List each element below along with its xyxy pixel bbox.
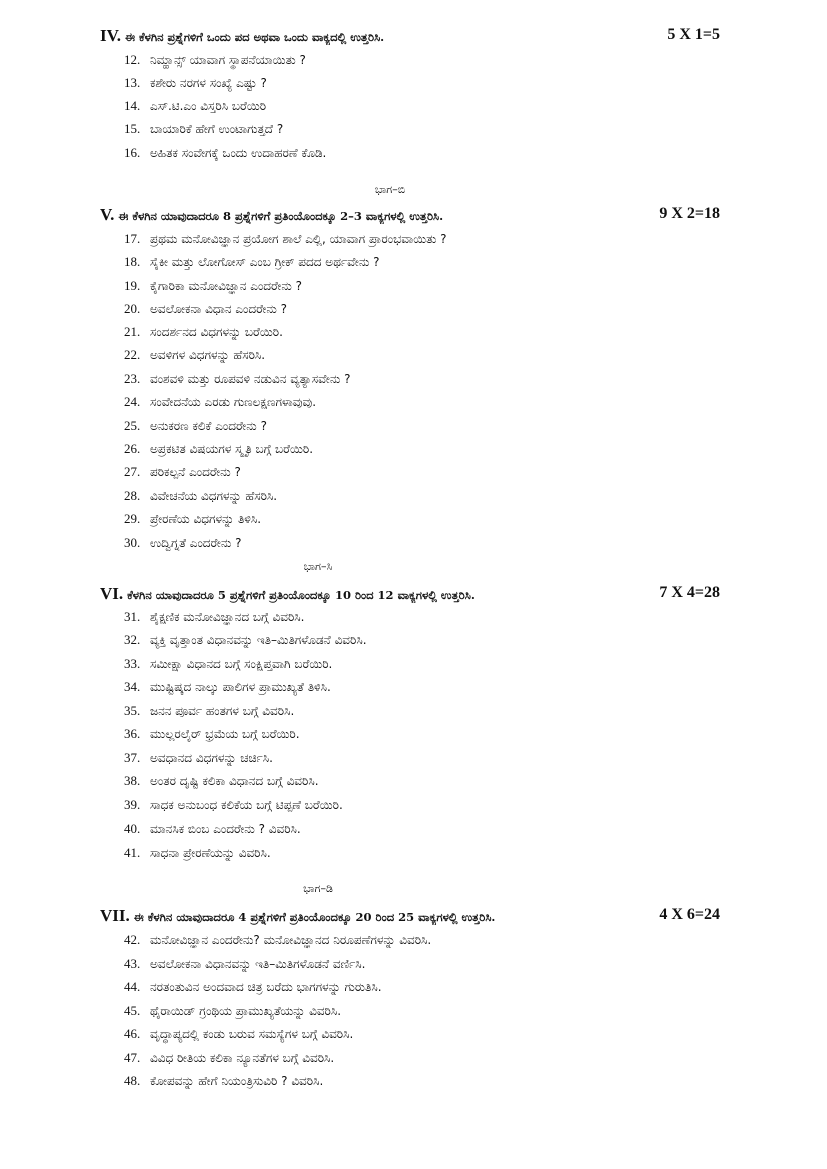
- question-number: 23.: [124, 371, 141, 386]
- section-instruction: ಈ ಕೆಳಗಿನ ಪ್ರಶ್ನೆಗಳಿಗೆ ಒಂದು ಪದ ಅಥವಾ ಒಂದು ವಾಕ್ಯದಲ್ಲಿ ಉತ್ತರಿಸಿ.: [124, 30, 385, 44]
- question-item: [124, 121, 684, 141]
- question-text: ಪರಿಕಲ್ಪನೆ ಎಂದರೇನು ?: [150, 465, 241, 479]
- question-number: 20.: [124, 301, 141, 316]
- question-text: ಅಂತರ ದೃಷ್ಟಿ ಕಲಿಕಾ ವಿಧಾನದ ಬಗ್ಗೆ ವಿವರಿಸಿ.: [150, 774, 319, 788]
- question-text: ಶೈಕ್ಷಣಿಕ ಮನೋವಿಜ್ಞಾನದ ಬಗ್ಗೆ ವಿವರಿಸಿ.: [150, 610, 305, 624]
- question-number: 40.: [124, 821, 141, 836]
- question-number: 44.: [124, 979, 141, 994]
- question-item: [124, 418, 684, 438]
- question-item: [124, 301, 684, 321]
- question-item: [124, 797, 684, 817]
- question-text: ಸಮೀಕ್ಷಾ ವಿಧಾನದ ಬಗ್ಗೆ ಸಂಕ್ಷಿಪ್ತವಾಗಿ ಬರೆಯಿರಿ.: [150, 657, 333, 671]
- question-item: [124, 1050, 684, 1070]
- question-item: [124, 254, 684, 274]
- question-text: ನರತಂತುವಿನ ಅಂದವಾದ ಚಿತ್ರ ಬರೆದು ಭಾಗಗಳನ್ನು ಗುರುತಿಸಿ.: [150, 980, 382, 994]
- question-number: 13.: [124, 75, 141, 90]
- question-number: 21.: [124, 324, 141, 339]
- question-item: [124, 98, 684, 118]
- question-number: 37.: [124, 750, 141, 765]
- question-text: ಅವಳಿಗಳ ವಿಧಗಳನ್ನು ಹೆಸರಿಸಿ.: [150, 348, 266, 362]
- question-item: [124, 750, 684, 770]
- question-text: ವಿವೇಚನೆಯ ವಿಧಗಳನ್ನು ಹೆಸರಿಸಿ.: [150, 489, 278, 503]
- question-text: ಮಾನಸಿಕ ಬಿಂಬ ಎಂದರೇನು ? ವಿವರಿಸಿ.: [150, 822, 301, 836]
- question-text: ಪ್ರೇರಣೆಯ ವಿಧಗಳನ್ನು ತಿಳಿಸಿ.: [150, 512, 262, 526]
- section-marks: 5 X 1=5: [667, 26, 720, 43]
- question-number: 17.: [124, 231, 141, 246]
- question-item: [124, 845, 684, 865]
- question-text: ಅವಧಾನದ ವಿಧಗಳನ್ನು ಚರ್ಚಿಸಿ.: [150, 751, 273, 765]
- question-item: [124, 347, 684, 367]
- question-item: [124, 932, 684, 952]
- question-item: [124, 726, 684, 746]
- question-item: [124, 488, 684, 508]
- question-text: ಕೈಗಾರಿಕಾ ಮನೋವಿಜ್ಞಾನ ಎಂದರೇನು ?: [150, 279, 303, 293]
- question-text: ಸಾಧನಾ ಪ್ರೇರಣೆಯನ್ನು ವಿವರಿಸಿ.: [150, 846, 271, 860]
- question-number: 39.: [124, 797, 141, 812]
- question-item: [124, 632, 684, 652]
- question-text: ಬಾಯಾರಿಕೆ ಹೇಗೆ ಉಂಟಾಗುತ್ತದೆ ?: [150, 122, 284, 136]
- section-marks: 7 X 4=28: [659, 584, 720, 601]
- question-number: 24.: [124, 394, 141, 409]
- section-vii-header: [100, 906, 720, 928]
- section-number: VII.: [100, 906, 130, 925]
- question-item: [124, 324, 684, 344]
- question-text: ನಿಮ್ಹಾನ್ಸ್ ಯಾವಾಗ ಸ್ಥಾಪನೆಯಾಯಿತು ?: [150, 53, 306, 67]
- question-text: ವೃದ್ಧಾಪ್ಯದಲ್ಲಿ ಕಂಡು ಬರುವ ಸಮಸ್ಯೆಗಳ ಬಗ್ಗೆ ವಿವರಿಸಿ.: [150, 1027, 354, 1041]
- question-text: ಕೋಪವನ್ನು ಹೇಗೆ ನಿಯಂತ್ರಿಸುವಿರಿ ? ವಿವರಿಸಿ.: [150, 1074, 324, 1088]
- section-instruction: ಈ ಕೆಳಗಿನ ಯಾವುದಾದರೂ 8 ಪ್ರಶ್ನೆಗಳಿಗೆ ಪ್ರತಿಂಯೊಂದಕ್ಕೂ 2–3 ವಾಕ್ಯಗಳಲ್ಲಿ ಉತ್ತರಿಸಿ.: [118, 209, 444, 223]
- question-text: ಅಹಿತಕ ಸಂವೇಗಕ್ಕೆ ಒಂದು ಉದಾಹರಣೆ ಕೊಡಿ.: [150, 146, 327, 160]
- part-b-heading: ಭಾಗ–ಬಿ: [374, 183, 406, 196]
- question-item: [124, 371, 684, 391]
- question-item: [124, 821, 684, 841]
- question-number: 32.: [124, 632, 141, 647]
- section-number: IV.: [100, 26, 121, 45]
- question-item: [124, 464, 684, 484]
- question-text: ಮನೋವಿಜ್ಞಾನ ಎಂದರೇನು? ಮನೋವಿಜ್ಞಾನದ ನಿರೂಪಣೆಗಳನ್ನು ವಿವರಿಸಿ.: [150, 933, 432, 947]
- question-item: [124, 773, 684, 793]
- question-text: ಅವಲೋಕನಾ ವಿಧಾನ ಎಂದರೇನು ?: [150, 302, 288, 316]
- question-number: 18.: [124, 254, 141, 269]
- question-text: ಸೈಕೀ ಮತ್ತು ಲೋಗೋಸ್ ಎಂಬ ಗ್ರೀಕ್ ಪದದ ಅರ್ಥವೇನು ?: [150, 255, 380, 269]
- section-marks: 9 X 2=18: [659, 205, 720, 222]
- question-number: 14.: [124, 98, 141, 113]
- question-number: 45.: [124, 1003, 141, 1018]
- question-item: [124, 52, 684, 72]
- section-number: VI.: [100, 584, 124, 603]
- question-text: ಉದ್ವಿಗ್ನತೆ ಎಂದರೇನು ?: [150, 536, 242, 550]
- question-text: ಸಾಧಕ ಅನುಬಂಧ ಕಲಿಕೆಯ ಬಗ್ಗೆ ಟಿಪ್ಪಣೆ ಬರೆಯಿರಿ.: [150, 798, 343, 812]
- question-item: [124, 956, 684, 976]
- section-v-header: [100, 205, 720, 227]
- question-text: ಮುಷ್ಟಿಷ್ಕದ ನಾಲ್ಕು ಪಾಲಿಗಳ ಪ್ರಾಮುಖ್ಯತೆ ತಿಳಿಸಿ.: [150, 680, 331, 694]
- question-number: 36.: [124, 726, 141, 741]
- question-text: ಅನುಕರಣ ಕಲಿಕೆ ಎಂದರೇನು ?: [150, 419, 267, 433]
- question-number: 12.: [124, 52, 141, 67]
- question-item: [124, 656, 684, 676]
- part-d-heading: ಭಾಗ–ಡಿ: [303, 882, 333, 895]
- question-text: ವಿವಿಧ ರೀತಿಯ ಕಲಿಕಾ ನ್ಯೂನತೆಗಳ ಬಗ್ಗೆ ವಿವರಿಸಿ.: [150, 1051, 335, 1065]
- question-text: ಕಶೇರು ನರಗಳ ಸಂಖ್ಯೆ ಎಷ್ಟು ?: [150, 76, 267, 90]
- question-number: 41.: [124, 845, 141, 860]
- question-item: [124, 394, 684, 414]
- question-number: 42.: [124, 932, 141, 947]
- part-c-heading: ಭಾಗ–ಸಿ: [303, 560, 333, 573]
- question-item: [124, 1026, 684, 1046]
- question-number: 31.: [124, 609, 141, 624]
- question-text: ಅಪ್ರಕಟಿತ ವಿಷಯಗಳ ಸ್ಮೃತಿ ಬಗ್ಗೆ ಬರೆಯಿರಿ.: [150, 442, 314, 456]
- question-number: 47.: [124, 1050, 141, 1065]
- section-instruction: ಈ ಕೆಳಗಿನ ಯಾವುದಾದರೂ 4 ಪ್ರಶ್ನೆಗಳಿಗೆ ಪ್ರತಿಂಯೊಂದಕ್ಕೂ 20 ರಿಂದ 25 ವಾಕ್ಯಗಳಲ್ಲಿ ಉತ್ತರಿಸಿ.: [133, 910, 496, 924]
- question-item: [124, 145, 684, 165]
- question-item: [124, 609, 684, 629]
- question-item: [124, 703, 684, 723]
- question-item: [124, 75, 684, 95]
- question-number: 48.: [124, 1073, 141, 1088]
- question-text: ಸಂದರ್ಶನದ ವಿಧಗಳನ್ನು ಬರೆಯಿರಿ.: [150, 325, 283, 339]
- question-number: 46.: [124, 1026, 141, 1041]
- question-item: [124, 979, 684, 999]
- question-text: ವಂಶವಳಿ ಮತ್ತು ರೂಪವಳಿ ನಡುವಿನ ವ್ಯತ್ಯಾಸವೇನು ?: [150, 372, 351, 386]
- section-number: V.: [100, 205, 115, 224]
- question-number: 30.: [124, 535, 141, 550]
- question-text: ಥೈರಾಯಿಡ್ ಗ್ರಂಥಿಯ ಪ್ರಾಮುಖ್ಯತೆಯನ್ನು ವಿವರಿಸಿ.: [150, 1004, 342, 1018]
- question-item: [124, 1003, 684, 1023]
- question-number: 35.: [124, 703, 141, 718]
- question-number: 26.: [124, 441, 141, 456]
- question-number: 15.: [124, 121, 141, 136]
- question-text: ಅವಲೋಕನಾ ವಿಧಾನವನ್ನು ಇತಿ–ಮಿತಿಗಳೊಡನೆ ವರ್ಣಿಸಿ.: [150, 957, 366, 971]
- section-marks: 4 X 6=24: [659, 906, 720, 923]
- question-number: 28.: [124, 488, 141, 503]
- question-number: 19.: [124, 278, 141, 293]
- question-number: 38.: [124, 773, 141, 788]
- question-item: [124, 511, 684, 531]
- question-text: ಎಸ್.ಟಿ.ಎಂ ವಿಸ್ತರಿಸಿ ಬರೆಯಿರಿ: [150, 99, 267, 113]
- question-number: 43.: [124, 956, 141, 971]
- question-item: [124, 231, 684, 251]
- question-text: ವ್ಯಕ್ತಿ ವೃತ್ತಾಂತ ವಿಧಾನವನ್ನು ಇತಿ–ಮಿತಿಗಳೊಡನೆ ವಿವರಿಸಿ.: [150, 633, 367, 647]
- section-iv-header: [100, 26, 720, 48]
- question-text: ಜನನ ಪೂರ್ವ ಹಂತಗಳ ಬಗ್ಗೆ ವಿವರಿಸಿ.: [150, 704, 295, 718]
- question-number: 16.: [124, 145, 141, 160]
- question-item: [124, 679, 684, 699]
- section-instruction: ಕೆಳಗಿನ ಯಾವುದಾದರೂ 5 ಪ್ರಶ್ನೆಗಳಿಗೆ ಪ್ರತಿಂಯೊಂದಕ್ಕೂ 10 ರಿಂದ 12 ವಾಕ್ಯಗಳಲ್ಲಿ ಉತ್ತರಿಸಿ.: [127, 588, 475, 602]
- question-number: 34.: [124, 679, 141, 694]
- question-item: [124, 441, 684, 461]
- question-item: [124, 535, 684, 555]
- question-number: 25.: [124, 418, 141, 433]
- question-text: ಸಂವೇದನೆಯ ಎರಡು ಗುಣಲಕ್ಷಣಗಳಾವುವು.: [150, 395, 317, 409]
- question-item: [124, 278, 684, 298]
- question-text: ಮುಲ್ಲರಲೈರ್ ಭ್ರಮೆಯ ಬಗ್ಗೆ ಬರೆಯಿರಿ.: [150, 727, 300, 741]
- section-vi-header: [100, 584, 720, 606]
- question-number: 22.: [124, 347, 141, 362]
- question-number: 29.: [124, 511, 141, 526]
- question-number: 33.: [124, 656, 141, 671]
- question-number: 27.: [124, 464, 141, 479]
- question-item: [124, 1073, 684, 1093]
- question-text: ಪ್ರಥಮ ಮನೋವಿಜ್ಞಾನ ಪ್ರಯೋಗ ಶಾಲೆ ಎಲ್ಲಿ, ಯಾವಾಗ ಪ್ರಾರಂಭವಾಯಿತು ?: [150, 232, 447, 246]
